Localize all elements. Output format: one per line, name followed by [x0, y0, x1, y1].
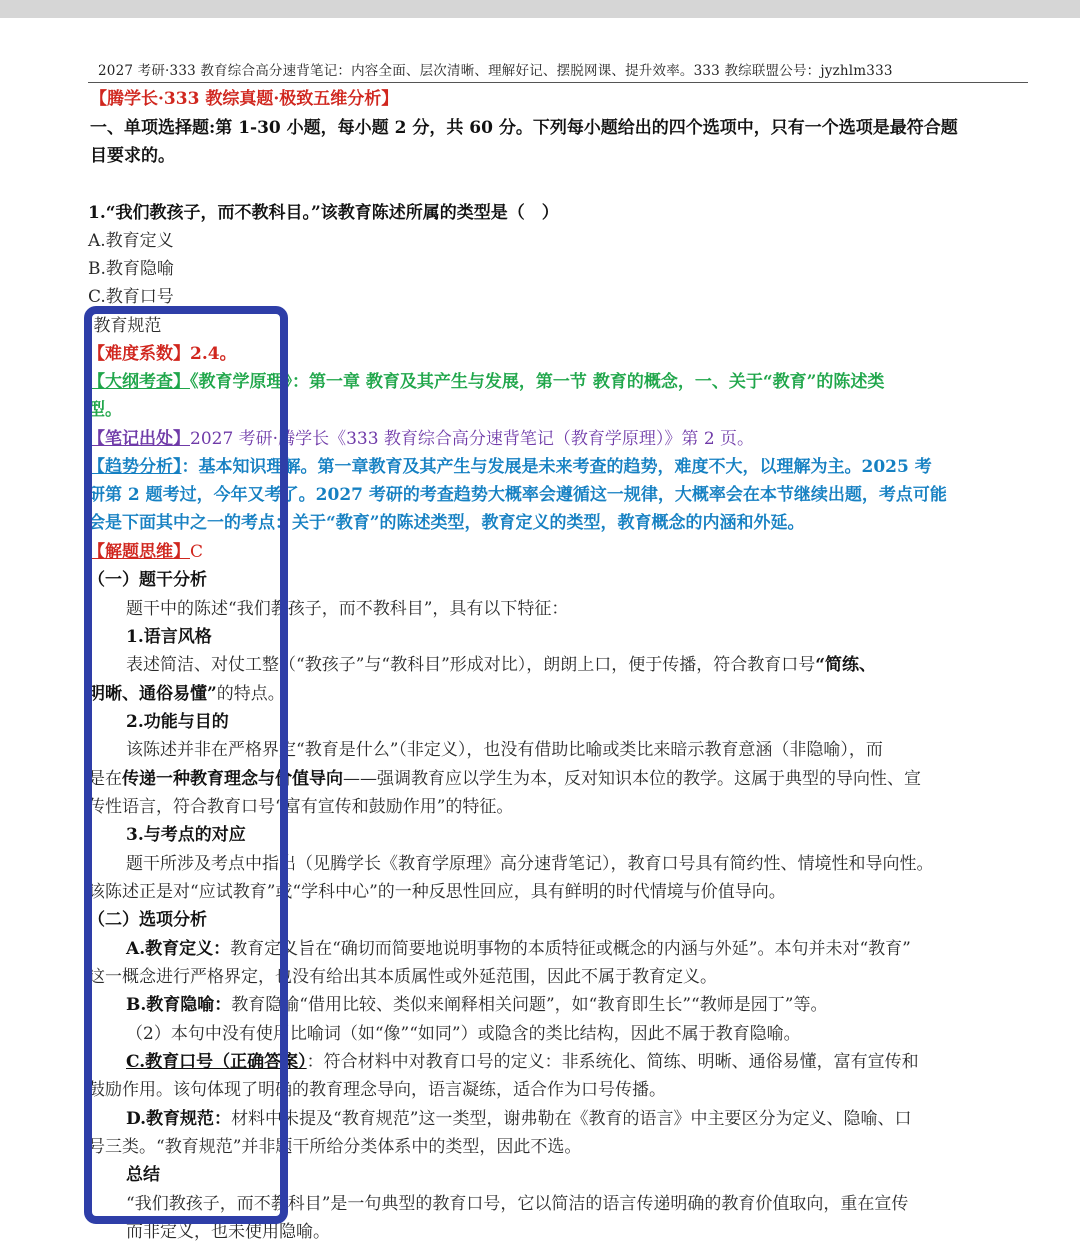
part1-p3b: 该陈述正是对“应试教育”或“学科中心”的一种反思性回应，具有鲜明的时代情境与价值导向。: [88, 882, 786, 902]
trend-line2: 研第 2 题考过，今年又考了。2027 考研的考查趋势大概率会遵循这一规律，大概率会在本节继续出题，考点可能: [88, 485, 947, 505]
part2-c1-text: ：符合材料中对教育口号的定义：非系统化、简练、明晰、通俗易懂，富有宣传和: [306, 1052, 919, 1072]
part2-d2: 号三类。“教育规范”并非题干所给分类体系中的类型，因此不选。: [88, 1137, 582, 1157]
outline-line1: 《教育学原理》：第一章 教育及其产生与发展，第一节 教育的概念，一、关于“教育”的陈述类: [190, 372, 885, 392]
difficulty-value: 2.4。: [190, 344, 237, 364]
difficulty-label: 【难度系数】: [88, 344, 190, 364]
part2-a-label: A.教育定义：: [126, 939, 231, 959]
option-d: .教育规范: [88, 316, 162, 336]
part2-a1-text: 教育定义旨在“确切而简要地说明事物的本质特征或概念的内涵与外延”。本句并未对“教育”: [230, 939, 911, 959]
part1-p1b-bold: 明晰、通俗易懂”: [88, 684, 217, 704]
trend-line1: ：基本知识理解。第一章教育及其产生与发展是未来考查的趋势，难度不大，以理解为主。2025 考: [181, 457, 932, 477]
annotation-highlight-box: [84, 306, 288, 1224]
section-intro-1: 一、单项选择题:第 1-30 小题，每小题 2 分，共 60 分。下列每小题给出的四个选项中，只有一个选项是最符合题: [90, 118, 958, 138]
header-rule: [88, 82, 1028, 83]
doc-title: 【腾学长·333 教综真题·极致五维分析】: [90, 89, 399, 109]
summary-heading: 总结: [126, 1165, 160, 1185]
part2-b-label: B.教育隐喻：: [126, 995, 232, 1015]
part1-p2b-bold: 传递一种教育理念与价值导向: [122, 769, 343, 789]
outline-label: 【大纲考查】: [88, 372, 190, 392]
notes-source-label: 【笔记出处】: [88, 429, 190, 449]
part1-intro: 题干中的陈述“我们教孩子，而不教科目”，具有以下特征：: [126, 599, 569, 619]
part2-a2: 这一概念进行严格界定，也没有给出其本质属性或外延范围，因此不属于教育定义。: [88, 967, 717, 987]
solution-answer: C: [190, 542, 204, 562]
part2-d1-text: 材料中未提及“教育规范”这一类型，谢弗勒在《教育的语言》中主要区分为定义、隐喻、口: [231, 1109, 912, 1129]
part2-b2: （2）本句中没有使用比喻词（如“像”“如同”）或隐含的类比结构，因此不属于教育隐喻。: [126, 1024, 801, 1044]
summary-line2: 而非定义，也未使用隐喻。: [126, 1222, 330, 1242]
solution-label: 【解题思维】: [88, 542, 190, 562]
page-header: 2027 考研·333 教育综合高分速背笔记：内容全面、层次清晰、理解好记、摆脱网课、提升效率。333 教综联盟公号：jyzhlm333: [98, 63, 893, 79]
trend-line3: 会是下面其中之一的考点：关于“教育”的陈述类型，教育定义的类型，教育概念的内涵和外延。: [88, 513, 805, 533]
section-intro-2: 目要求的。: [90, 146, 175, 166]
scan-top-bar: [0, 0, 1080, 18]
trend-label: 【趋势分析】: [88, 457, 182, 477]
part1-p1b-text: 的特点。: [216, 684, 285, 704]
part1-p2c: 传性语言，符合教育口号“富有宣传和鼓励作用”的特征。: [88, 797, 514, 817]
part2-c2: 鼓励作用。该句体现了明确的教育理念导向，语言凝练，适合作为口号传播。: [88, 1080, 666, 1100]
part1-h2: 2.功能与目的: [126, 712, 229, 732]
part1-h1: 1.语言风格: [126, 627, 212, 647]
part1-p1a-text: 表述简洁、对仗工整（“教孩子”与“教科目”形成对比），朗朗上口，便于传播，符合教育口号: [126, 655, 816, 675]
option-a: A.教育定义: [88, 231, 174, 251]
part1-p2b-pre: 是在: [88, 769, 122, 789]
part1-p2a: 该陈述并非在严格界定“教育是什么”（非定义），也没有借助比喻或类比来暗示教育意涵（非隐喻），而: [126, 740, 883, 760]
summary-line1: “我们教孩子，而不教科目”是一句典型的教育口号，它以简洁的语言传递明确的教育价值取向，重在宣传: [126, 1194, 909, 1214]
question-text: 1.“我们教孩子，而不教科目。”该教育陈述所属的类型是（ ）: [88, 203, 559, 223]
part1-heading: （一）题干分析: [88, 570, 207, 590]
part1-h3: 3.与考点的对应: [126, 825, 246, 845]
option-b: B.教育隐喻: [88, 259, 174, 279]
part1-p1a-bold: “简练、: [815, 655, 877, 675]
part2-heading: （二）选项分析: [88, 910, 207, 930]
part1-p3a: 题干所涉及考点中指出（见腾学长《教育学原理》高分速背笔记），教育口号具有简约性、情境性和导向性。: [126, 854, 934, 874]
outline-line2: 型。: [88, 400, 122, 420]
part2-c-label: C.教育口号（正确答案）: [126, 1052, 307, 1072]
part2-b1-text: 教育隐喻“借用比较、类似来阐释相关问题”，如“教育即生长”“教师是园丁”等。: [231, 995, 828, 1015]
part1-p2b-post: ——强调教育应以学生为本，反对知识本位的教学。这属于典型的导向性、宣: [343, 769, 921, 789]
option-c: C.教育口号: [88, 287, 174, 307]
notes-source-text: 2027 考研·腾学长《333 教育综合高分速背笔记（教育学原理）》第 2 页。: [190, 429, 755, 449]
part2-d-label: D.教育规范：: [126, 1109, 232, 1129]
